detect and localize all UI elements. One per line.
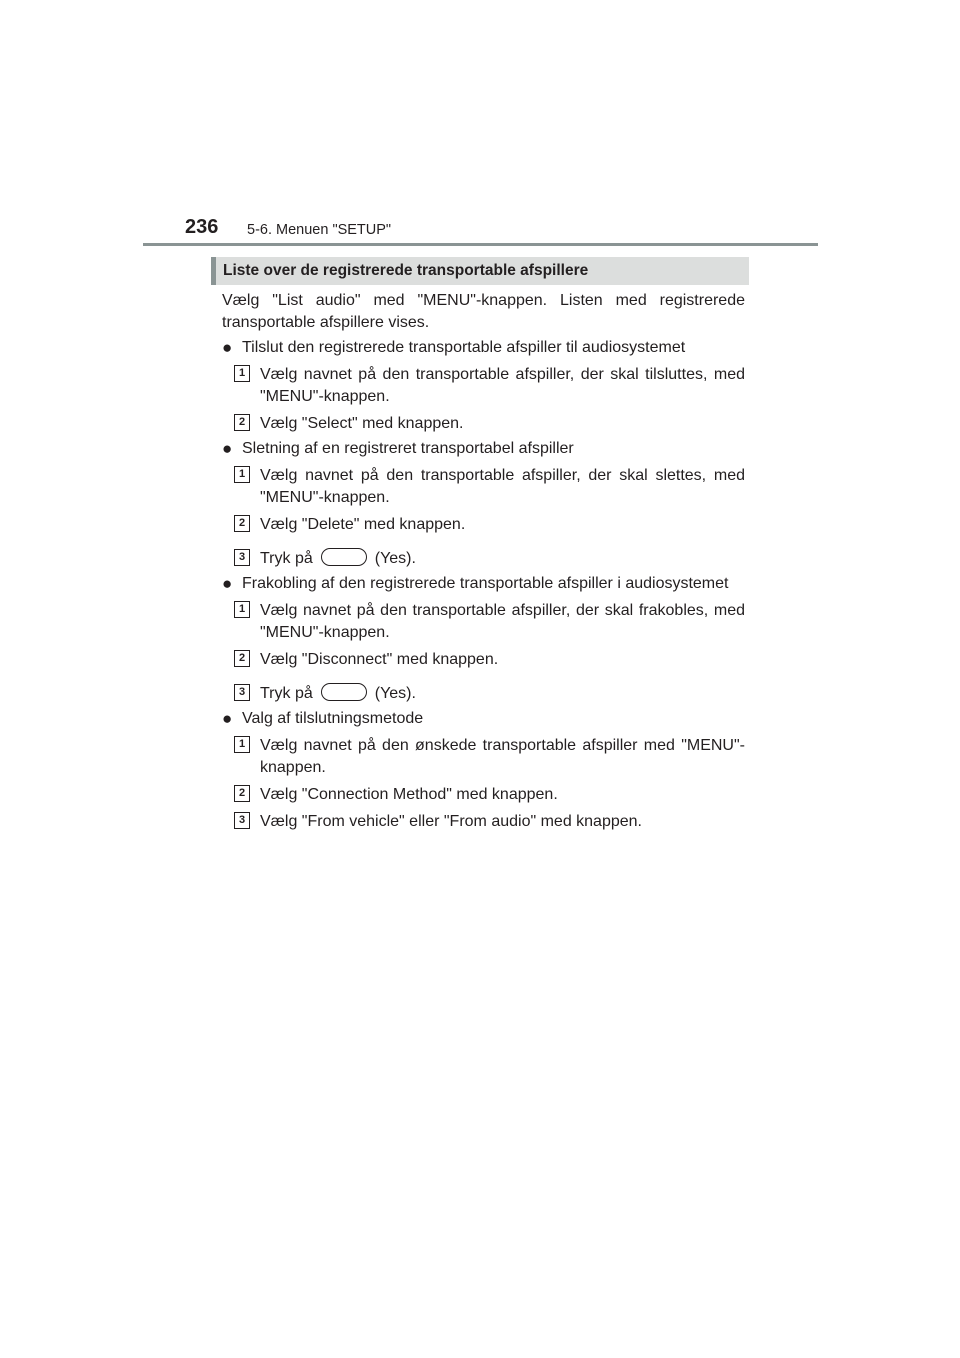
step-text: Vælg "Select" med knappen. (260, 415, 464, 432)
step-number-badge: 3 (234, 549, 250, 566)
section-heading-bar (211, 257, 749, 285)
step-text: Vælg navnet på den transportable afspiller, der skal frakobles, med "MENU"-knappen. (260, 602, 745, 641)
step-text: Vælg navnet på den ønskede transportable afspiller med "MENU"-knappen. (260, 737, 745, 776)
bullet-icon: ● (222, 574, 233, 593)
step-text-after: (Yes). (374, 685, 416, 702)
step-number-badge: 2 (234, 515, 250, 532)
step-item (222, 514, 745, 536)
bullet-text: Frakobling af den registrerede transportable afspiller i audiosystemet (242, 575, 729, 592)
step-item (222, 364, 745, 408)
bullet-heading (222, 708, 745, 730)
step-text: Vælg navnet på den transportable afspiller, der skal slettes, med "MENU"-knappen. (260, 467, 745, 506)
section-title: Liste over de registrerede transportable afspillere (223, 262, 589, 279)
step-number-badge: 1 (234, 601, 250, 618)
bullet-text: Sletning af en registreret transportabel afspiller (242, 440, 574, 457)
step-item (222, 600, 745, 644)
section-accent (211, 257, 216, 285)
step-text: Vælg "Delete" med knappen. (260, 516, 466, 533)
yes-button-icon (321, 683, 367, 701)
bullet-icon: ● (222, 338, 233, 357)
step-number-badge: 3 (234, 812, 250, 829)
step-item (222, 649, 745, 671)
bullet-text: Tilslut den registrerede transportable afspiller til audiosystemet (242, 339, 686, 356)
step-text: Vælg "From vehicle" eller "From audio" med knappen. (260, 813, 642, 830)
bullet-text: Valg af tilslutningsmetode (242, 710, 424, 727)
step-number-badge: 2 (234, 785, 250, 802)
main-content (222, 290, 745, 836)
step-item (222, 413, 745, 435)
yes-button-icon (321, 548, 367, 566)
step-text: Vælg "Connection Method" med knappen. (260, 786, 558, 803)
step-number-badge: 1 (234, 365, 250, 382)
intro-paragraph: Vælg "List audio" med "MENU"-knappen. Listen med registrerede transportable afspillere vises. (222, 292, 745, 331)
header-divider (143, 243, 818, 246)
step-number-badge: 2 (234, 414, 250, 431)
step-item (222, 683, 745, 705)
step-item (222, 811, 745, 833)
page-number: 236 (185, 216, 219, 238)
step-number-badge: 1 (234, 466, 250, 483)
bullet-heading (222, 438, 745, 460)
bullet-heading (222, 337, 745, 359)
step-item (222, 548, 745, 570)
bullet-icon: ● (222, 709, 233, 728)
step-number-badge: 2 (234, 650, 250, 667)
step-item (222, 784, 745, 806)
chapter-title: 5-6. Menuen "SETUP" (247, 222, 392, 238)
step-text-before: Tryk på (260, 550, 313, 567)
step-number-badge: 1 (234, 736, 250, 753)
step-number-badge: 3 (234, 684, 250, 701)
bullet-heading (222, 573, 745, 595)
step-item (222, 465, 745, 509)
step-item (222, 735, 745, 779)
step-text: Vælg navnet på den transportable afspiller, der skal tilsluttes, med "MENU"-knappen. (260, 366, 745, 405)
step-text-after: (Yes). (374, 550, 416, 567)
page-header (185, 214, 817, 242)
bullet-icon: ● (222, 439, 233, 458)
step-text: Vælg "Disconnect" med knappen. (260, 651, 499, 668)
step-text-before: Tryk på (260, 685, 313, 702)
